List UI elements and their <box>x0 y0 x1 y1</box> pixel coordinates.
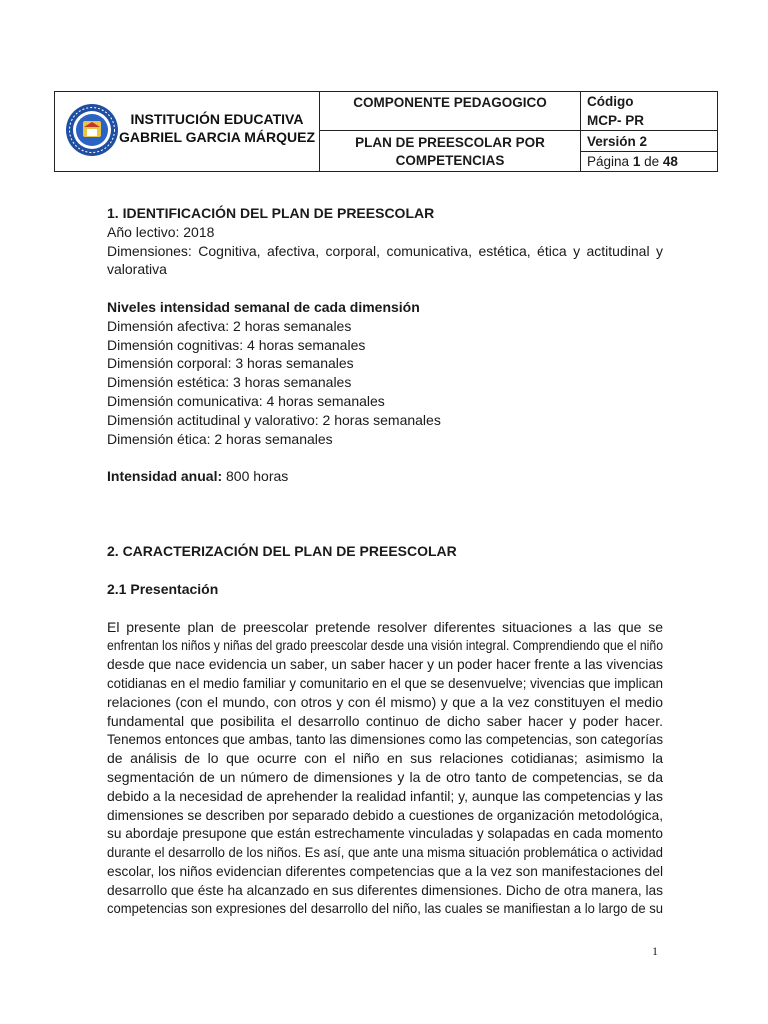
school-year: Año lectivo: 2018 <box>107 223 215 240</box>
school-seal-icon <box>65 103 119 157</box>
dimensions-line-1: Dimensiones: Cognitiva, afectiva, corporal, comunicativa, estética, ética y actitudinal y <box>107 242 663 259</box>
institution-line-2: GABRIEL GARCIA MÁRQUEZ <box>119 129 315 145</box>
paragraph-line: debido a la necesidad de aprehender la realidad infantil; y, aunque las competencias y las <box>107 787 663 804</box>
paragraph-line: Tenemos entonces que ambas, tanto las dimensiones como las competencias, son categorías <box>107 731 663 748</box>
presentation-heading: 2.1 Presentación <box>107 580 219 597</box>
institution-line-1: INSTITUCIÓN EDUCATIVA <box>130 111 304 127</box>
paragraph-line: de análisis de lo que ocurre con el niño en sus relaciones cotidianas; asimismo la <box>107 750 663 767</box>
plan-cell <box>320 131 581 172</box>
paragraph-line: cotidianas en el medio familiar y comunitario en el que se desenvuelve; vivencias que implican <box>107 674 663 691</box>
paragraph-line: durante el desarrollo de los niños. Es así, que ante una misma situación problemática o actividad <box>107 844 663 861</box>
paragraph-line: desarrollo que éste ha alcanzado en sus diferentes dimensiones. Dicho de otra manera, las <box>107 881 663 898</box>
annual-intensity-label: Intensidad anual: <box>107 468 223 485</box>
code-label: Código <box>587 94 634 109</box>
paragraph-line: segmentación de un número de dimensiones y la de otro tanto de competencias, se da <box>107 768 663 785</box>
paragraph-line: El presente plan de preescolar pretende resolver diferentes situaciones a las que se <box>107 618 663 635</box>
plan-title-line-2: COMPETENCIAS <box>395 153 505 168</box>
weekly-intensity-item: Dimensión estética: 3 horas semanales <box>107 374 352 391</box>
plan-title <box>320 131 580 171</box>
paragraph-line: su abordaje presupone que están estrechamente vinculadas y solapadas en cada momento <box>107 825 663 842</box>
presentation-paragraph <box>107 618 663 919</box>
paragraph-line: escolar, los niños evidencian diferentes competencias que a la vez son manifestaciones del <box>107 862 663 879</box>
paragraph-line: competencias son expresiones del desarrollo del niño, las cuales se manifiestan a lo largo de su <box>107 900 663 917</box>
page-of: de <box>644 153 660 169</box>
weekly-intensity-item: Dimensión comunicativa: 4 horas semanales <box>107 392 385 409</box>
page-indicator <box>581 152 717 171</box>
paragraph-line: enfrentan los niños y niñas del grado preescolar desde una visión integral. Comprendiendo que el niño <box>107 637 663 654</box>
institution-name <box>115 110 319 146</box>
annual-intensity-value: 800 horas <box>222 468 289 485</box>
weekly-intensity-list <box>107 317 663 449</box>
code-value: MCP- PR <box>587 113 644 128</box>
document-header-table <box>54 91 718 172</box>
plan-title-line-1: PLAN DE PREESCOLAR POR <box>355 135 545 150</box>
paragraph-line: dimensiones se describen por separado debido a cuestiones de organización metodológica, <box>107 806 663 823</box>
version-label: Versión 2 <box>581 132 717 152</box>
paragraph-line: relaciones (con el mundo, con otros y con él mismo) y que a la vez constituyen el medio <box>107 693 663 710</box>
component-title: COMPONENTE PEDAGOGICO <box>353 95 547 110</box>
weekly-intensity-item: Dimensión afectiva: 2 horas semanales <box>107 317 352 334</box>
footer-page-number: 1 <box>652 944 658 958</box>
dimensions-line-2: valorativa <box>107 261 167 278</box>
weekly-intensity-item: Dimensión cognitivas: 4 horas semanales <box>107 336 366 353</box>
weekly-intensity-item: Dimensión actitudinal y valorativo: 2 horas semanales <box>107 411 441 428</box>
section-2-heading: 2. CARACTERIZACIÓN DEL PLAN DE PREESCOLAR <box>107 543 457 560</box>
page-current: 1 <box>632 153 641 169</box>
weekly-intensity-item: Dimensión corporal: 3 horas semanales <box>107 355 354 372</box>
paragraph-line: desde que nace evidencia un saber, un saber hacer y un poder hacer frente a las vivencias <box>107 656 663 673</box>
page-total: 48 <box>662 153 678 169</box>
paragraph-line: fundamental que posibilita el desarrollo continuo de dicho saber hacer y poder hacer. <box>107 712 663 729</box>
weekly-intensity-item: Dimensión ética: 2 horas semanales <box>107 430 333 447</box>
component-cell <box>320 92 581 131</box>
page-label: Página <box>587 153 630 169</box>
annual-intensity <box>107 467 663 486</box>
section-1-heading: 1. IDENTIFICACIÓN DEL PLAN DE PREESCOLAR <box>107 205 435 221</box>
levels-heading: Niveles intensidad semanal de cada dimensión <box>107 298 420 315</box>
version-page-cell <box>581 131 718 172</box>
document-body <box>107 204 663 918</box>
institution-cell <box>55 92 320 172</box>
code-cell <box>581 92 718 131</box>
